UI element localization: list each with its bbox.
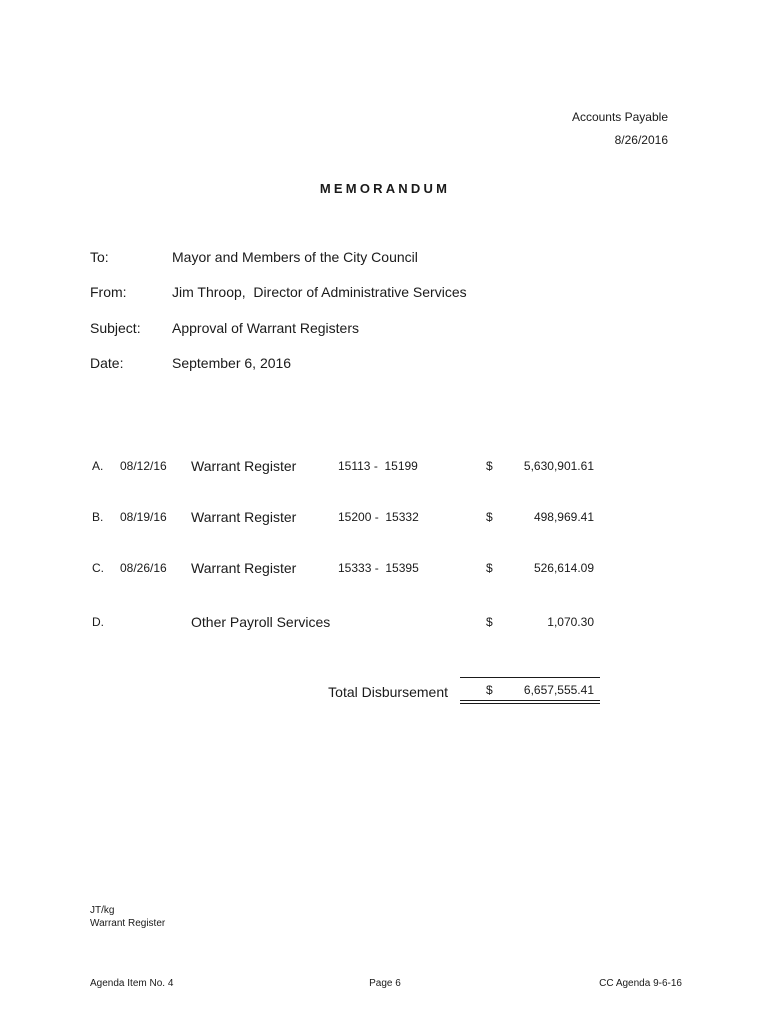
- row-description: Warrant Register: [191, 509, 297, 525]
- row-currency: $: [486, 615, 493, 629]
- subject-label: Subject:: [90, 320, 141, 336]
- row-letter: C.: [92, 561, 104, 575]
- row-description: Warrant Register: [191, 458, 297, 474]
- row-currency: $: [486, 510, 493, 524]
- row-description: Other Payroll Services: [191, 614, 331, 630]
- row-amount: 498,969.41: [533, 510, 594, 524]
- row-amount: 5,630,901.61: [523, 459, 594, 473]
- row-range: 15113 - 15199: [338, 459, 418, 473]
- to-value: Mayor and Members of the City Council: [172, 249, 418, 265]
- header-date: 8/26/2016: [614, 133, 668, 147]
- total-amount: 6,657,555.41: [523, 683, 594, 697]
- row-currency: $: [486, 459, 493, 473]
- total-double-rule-2: [460, 703, 600, 704]
- row-description: Warrant Register: [191, 560, 297, 576]
- initials-line-1: JT/kg: [90, 905, 115, 916]
- initials-line-2: Warrant Register: [90, 918, 166, 929]
- date-label: Date:: [90, 355, 124, 371]
- row-date: 08/26/16: [120, 561, 167, 575]
- to-label: To:: [90, 249, 109, 265]
- total-currency: $: [486, 683, 493, 697]
- date-value: September 6, 2016: [172, 355, 292, 371]
- department-label: Accounts Payable: [571, 110, 668, 124]
- row-range: 15200 - 15332: [338, 510, 419, 524]
- row-letter: A.: [92, 459, 104, 473]
- footer-agenda-item: Agenda Item No. 4: [90, 978, 174, 989]
- row-letter: D.: [92, 615, 104, 629]
- from-value: Jim Throop, Director of Administrative Services: [172, 284, 467, 300]
- total-top-rule: [460, 677, 600, 678]
- footer-agenda-date: CC Agenda 9-6-16: [599, 978, 682, 989]
- row-amount: 526,614.09: [533, 561, 594, 575]
- from-label: From:: [90, 284, 127, 300]
- row-amount: 1,070.30: [547, 615, 594, 629]
- total-label: Total Disbursement: [328, 684, 448, 700]
- total-double-rule-1: [460, 700, 600, 701]
- row-date: 08/19/16: [120, 510, 167, 524]
- subject-value: Approval of Warrant Registers: [172, 320, 359, 336]
- memo-title: MEMORANDUM: [319, 181, 451, 196]
- row-letter: B.: [92, 510, 104, 524]
- row-currency: $: [486, 561, 493, 575]
- row-range: 15333 - 15395: [338, 561, 419, 575]
- row-date: 08/12/16: [120, 459, 167, 473]
- footer-page-number: Page 6: [369, 978, 401, 989]
